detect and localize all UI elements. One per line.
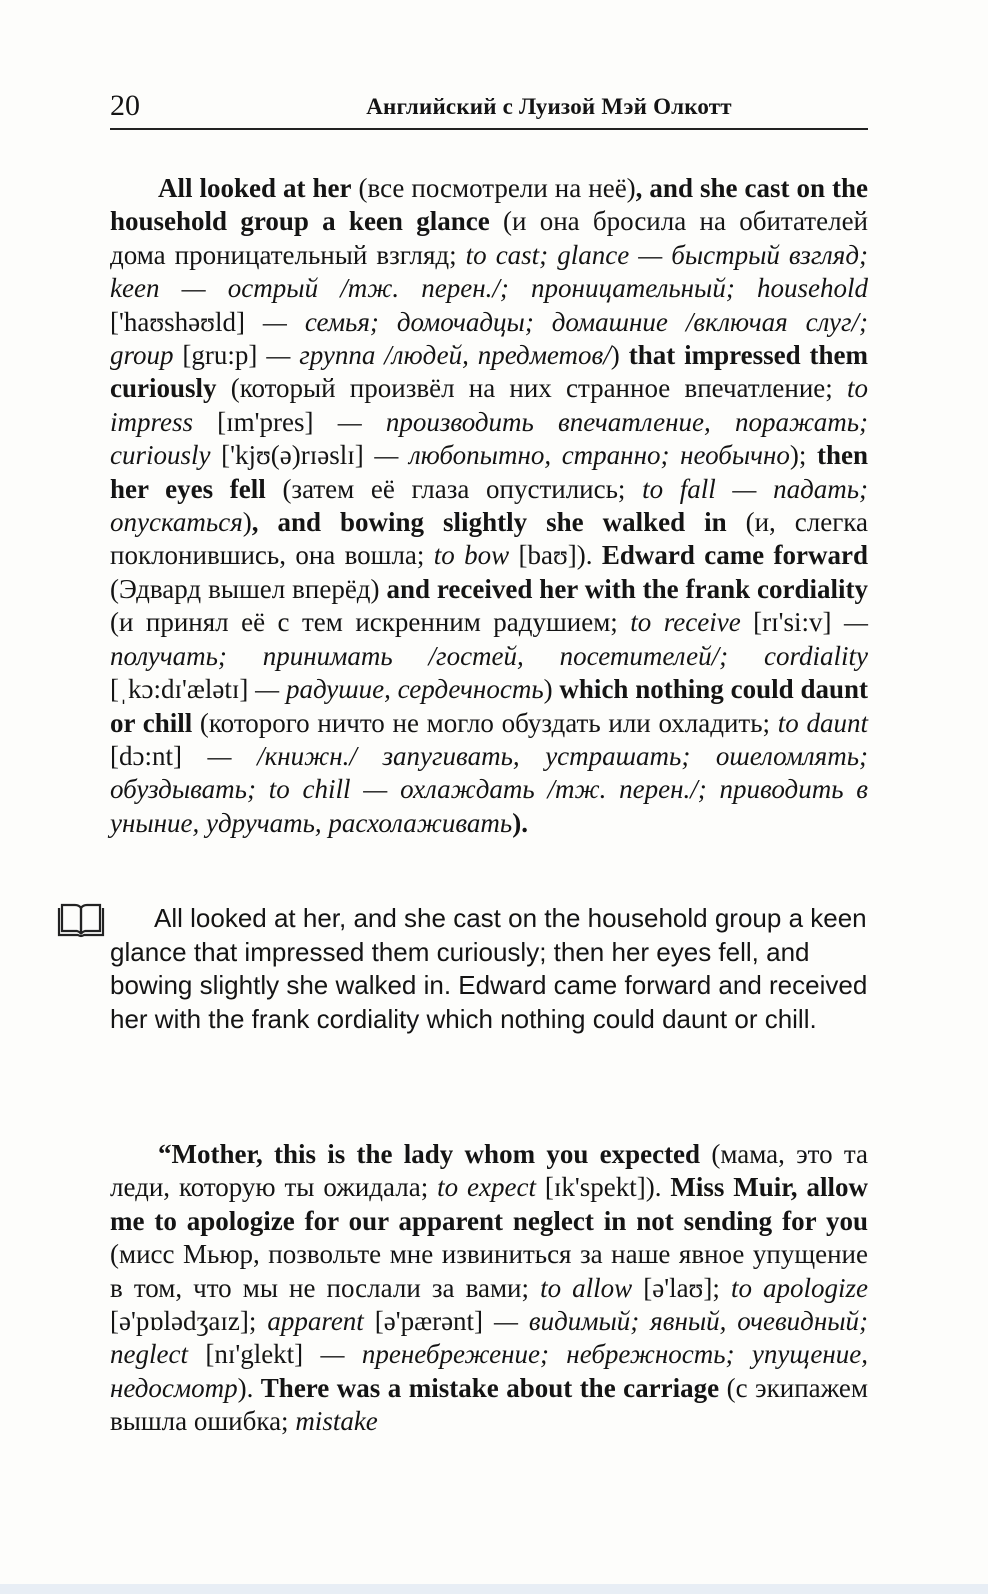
para1-run: , and bowing slightly she walked in bbox=[251, 507, 727, 538]
para1-run: ) bbox=[543, 674, 560, 705]
para2-run: mistake bbox=[295, 1406, 378, 1437]
para2-run: There was a mistake about the carriage bbox=[260, 1372, 720, 1403]
para1-run: to fall — падать; опускаться bbox=[110, 473, 869, 538]
para1-run: ); bbox=[789, 440, 817, 471]
para2-run: [ə'pærənt] bbox=[363, 1306, 494, 1337]
english-text-block: All looked at her, and she cast on the household group a keen glance that impressed them curiously; then her eyes fell, and bowing slightly she walked in. Edward came forward and received her with the frank cordiality which nothing could daunt or chill. bbox=[110, 903, 868, 1034]
para1-run: that impressed them curiously bbox=[110, 340, 868, 404]
annotated-paragraph-1 bbox=[110, 172, 868, 840]
para1-run: ['haʊshəʊld] bbox=[110, 306, 263, 337]
para2-run: [ɪk'spekt]). bbox=[535, 1172, 671, 1203]
para1-run: — получать; принимать /гостей, посетителей/; cordiality bbox=[110, 607, 868, 671]
para2-run: (мисс Мьюр, позвольте мне извиниться за наше явное упущение в том, что мы не послали за вами; bbox=[110, 1239, 868, 1303]
para2-run: [ə'pɒlədʒaɪz]; bbox=[110, 1306, 268, 1337]
para1-run: ) bbox=[610, 340, 629, 371]
para1-run: [baʊ]). bbox=[509, 540, 602, 571]
para1-run: — группа /людей, предметов/ bbox=[266, 340, 611, 371]
para2-run: Miss Muir, allow me to apologize for our apparent neglect in not sending for you bbox=[110, 1172, 868, 1236]
para2-run: apparent bbox=[267, 1306, 364, 1337]
para1-run: (Эдвард вышел вперёд) bbox=[110, 573, 387, 604]
para1-run: (который произвёл на них странное впечатление; bbox=[216, 373, 847, 404]
para1-run: to cast; glance — быстрый взгляд; keen — острый /тж. перен./; проницательный; household bbox=[110, 239, 868, 304]
para2-run: (мама, это та леди, которую ты ожидала; bbox=[110, 1139, 868, 1203]
open-book-icon bbox=[56, 902, 106, 940]
para1-run: [rɪ'si:v] bbox=[740, 607, 844, 638]
para1-run: All looked at her bbox=[158, 173, 352, 203]
para1-run: (затем её глаза опустились; bbox=[265, 473, 643, 504]
para2-run: — видимый; явный, очевидный; neglect bbox=[110, 1306, 868, 1370]
page-header bbox=[110, 86, 868, 130]
para1-run: [gru:p] bbox=[173, 340, 267, 371]
page-number: 20 bbox=[110, 89, 140, 122]
para1-run: to impress bbox=[110, 373, 868, 437]
para2-run: to apologize bbox=[730, 1272, 869, 1303]
para1-run: [dɔ:nt] bbox=[110, 740, 208, 771]
para1-run: to daunt bbox=[777, 707, 868, 738]
para2-run: — пренебрежение; небрежность; упущение, недосмотр bbox=[110, 1339, 868, 1403]
para1-run: then her eyes fell bbox=[110, 440, 869, 504]
para2-run: “Mother, this is the lady whom you expected bbox=[158, 1139, 701, 1169]
para1-run: [ˌkɔ:dɪ'ælətɪ] bbox=[110, 674, 256, 705]
para1-run: to bow bbox=[433, 540, 510, 571]
para1-run: — семья; домочадцы; домашние /включая слуг/; group bbox=[110, 306, 868, 371]
para2-run: [ə'laʊ]; bbox=[632, 1272, 731, 1303]
para1-run: , and she cast on the household group a keen glance bbox=[110, 173, 869, 237]
para2-run: to expect bbox=[437, 1172, 536, 1203]
para2-run: (с экипажем вышла ошибка; bbox=[110, 1372, 868, 1437]
para1-run: (которого ничто не могло обуздать или охладить; bbox=[192, 707, 778, 738]
para1-run: (и, слегка поклонившись, она вошла; bbox=[110, 507, 869, 571]
running-head: Английский с Луизой Мэй Олкотт bbox=[366, 94, 732, 119]
para1-run: — любопытно, странно; необычно bbox=[374, 440, 790, 471]
para1-run: Edward came forward bbox=[601, 540, 868, 571]
para1-run: and received her with the frank cordiality bbox=[386, 573, 869, 604]
para1-run: — /книжн./ запугивать, устрашать; ошеломлять; обуздывать; to chill — охлаждать /тж. перен./; приводить в уныние, удручать, расхолаживать bbox=[110, 740, 868, 838]
para1-run: (и она бросила на обитателей дома проницательный взгляд; bbox=[110, 206, 868, 270]
para1-run: [ɪm'pres] bbox=[193, 406, 338, 437]
para2-run: to allow bbox=[540, 1272, 633, 1303]
para2-run: ). bbox=[237, 1372, 261, 1403]
para2-run: [nɪ'glekt] bbox=[187, 1339, 321, 1370]
para1-run: — радушие, сердечность bbox=[255, 674, 544, 705]
para1-run: ['kjʊ(ə)rɪəslɪ] bbox=[210, 440, 375, 471]
para1-run: (и принял её с тем искренним радушием; bbox=[110, 607, 631, 638]
para1-run: — производить впечатление, поражать; curiously bbox=[110, 406, 868, 471]
para1-run: ) bbox=[242, 507, 252, 538]
para1-run: (все посмотрели на неё) bbox=[351, 173, 636, 203]
para1-run: which nothing could daunt or chill bbox=[110, 674, 868, 738]
para1-run: ). bbox=[512, 807, 528, 838]
annotated-paragraph-2 bbox=[110, 1138, 868, 1439]
page-edge bbox=[0, 1584, 988, 1594]
para1-run: to receive bbox=[630, 607, 741, 638]
